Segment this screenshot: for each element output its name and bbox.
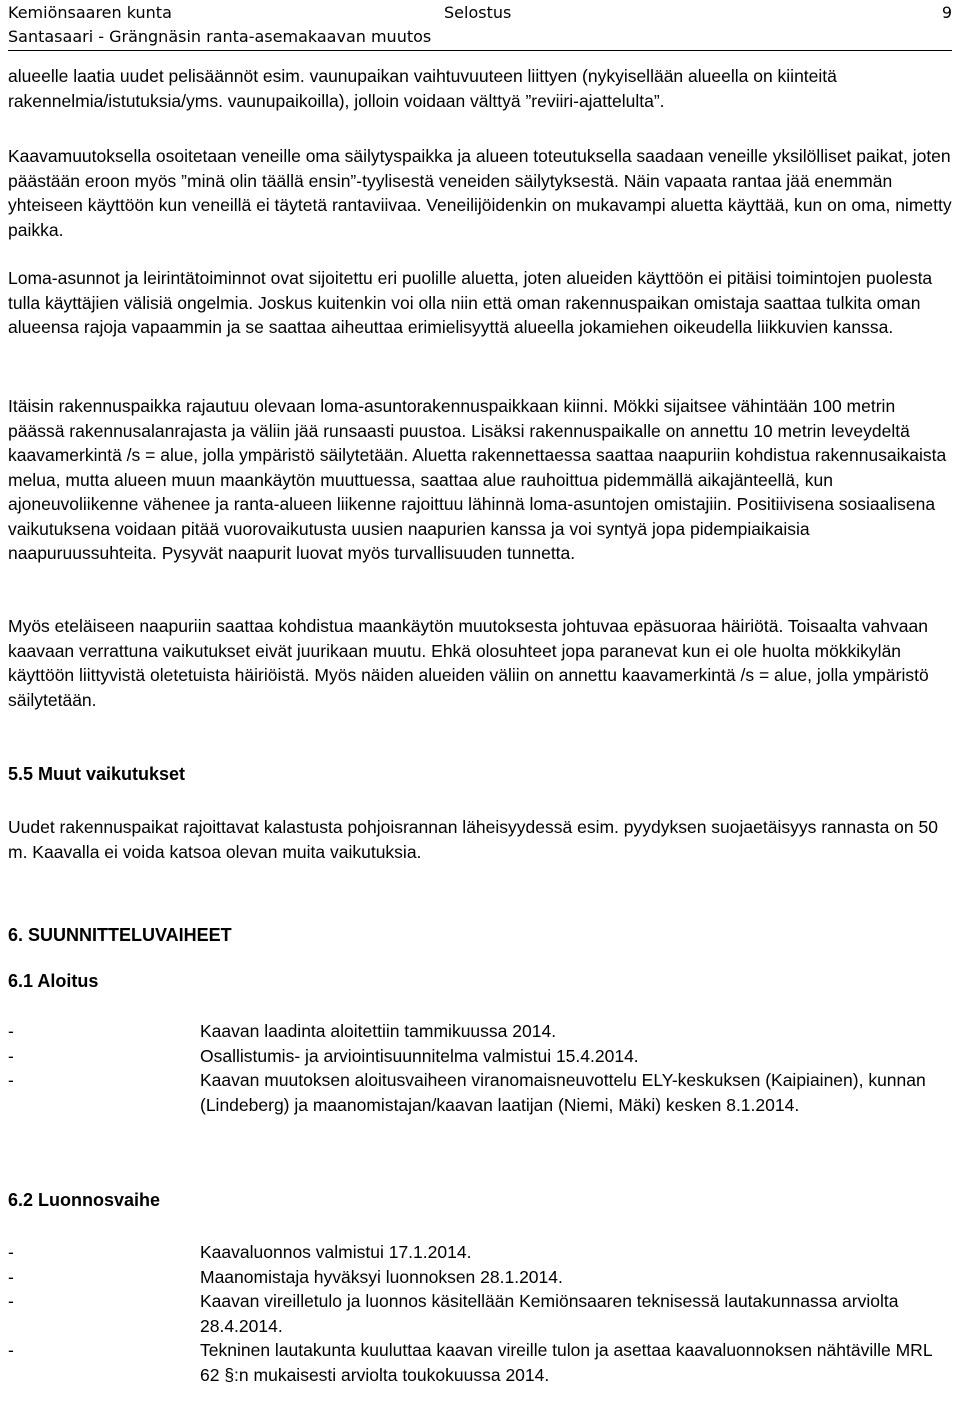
list-item-text: Kaavaluonnos valmistui 17.1.2014. <box>200 1242 472 1262</box>
list-item-text: Kaavan laadinta aloitettiin tammikuussa 2014. <box>200 1021 557 1041</box>
page-header <box>8 2 952 50</box>
list-dash: - <box>8 1070 14 1090</box>
list-item <box>8 1044 952 1069</box>
page-number: 9 <box>941 3 952 22</box>
aloitus-list <box>8 1019 952 1117</box>
section-heading: 5.5 Muut vaikutukset <box>8 764 186 784</box>
header-doc-type: Selostus <box>444 3 512 22</box>
paragraph: Loma-asunnot ja leirintätoiminnot ovat sijoitettu eri puolille aluetta, joten alueiden käyttöön ei pitäisi toimintojen puolesta tulla käyttäjien välisiä ongelmia. Joskus kuitenkin voi olla niin että oman rakennuspaikan omistaja saattaa tulkita oman alueensa rajoja vapaammin ja se saattaa aiheuttaa erimielisyyttä alueella jokamiehen oikeudella liikkuvien kanssa. <box>8 268 933 337</box>
list-item-text: Osallistumis- ja arviointisuunnitelma valmistui 15.4.2014. <box>200 1045 639 1066</box>
section-heading: 6.2 Luonnosvaihe <box>8 1190 161 1210</box>
list-dash: - <box>8 1242 14 1262</box>
chapter-heading: 6. SUUNNITTELUVAIHEET <box>8 925 232 945</box>
list-dash: - <box>8 1291 14 1311</box>
list-item <box>8 1068 952 1117</box>
paragraph: Myös eteläiseen naapuriin saattaa kohdistua maankäytön muutoksesta johtuvaa epäsuoraa häiriötä. Toisaalta vahvaan kaavaan verrattuna vaikutukset eivät juurikaan muutu. Ehkä olosuhteet jopa paranevat kun ei ole huolta mökkikylän käyttöön liittyvistä oletetuista häiriöistä. Myös näiden alueiden väliin on annettu kaavamerkintä /s = alue, jolla ympäristö säilytetään. <box>8 616 929 710</box>
header-subtitle: Santasaari - Grängnäsin ranta-asemakaavan muutos <box>8 27 432 46</box>
header-rule <box>8 50 952 51</box>
list-dash: - <box>8 1340 14 1360</box>
list-dash: - <box>8 1266 14 1287</box>
list-item-text: Maanomistaja hyväksyi luonnoksen 28.1.2014. <box>200 1266 563 1287</box>
list-item <box>8 1265 952 1290</box>
list-item-text: Kaavan vireilletulo ja luonnos käsitellään Kemiönsaaren teknisessä lautakunnassa arviolta 28.4.2014. <box>200 1291 899 1336</box>
section-heading: 6.1 Aloitus <box>8 971 99 991</box>
paragraph: alueelle laatia uudet pelisäännöt esim. vaunupaikan vaihtuvuuteen liittyen (nykyisellään alueella on kiinteitä rakennelmia/istutuksia/yms. vaunupaikoilla), jolloin voidaan välttyä ”reviiri-ajattelulta”. <box>8 66 837 111</box>
list-item <box>8 1240 952 1265</box>
luonnos-list <box>8 1240 952 1387</box>
list-item <box>8 1289 952 1338</box>
paragraph: Kaavamuutoksella osoitetaan veneille oma säilytyspaikka ja alueen toteutuksella saadaan veneille yksilölliset paikat, joten päästään eroon myös ”minä olin täällä ensin”-tyylisestä veneiden säilytyksestä. Näin vapaata rantaa jää enemmän yhteiseen käyttöön kun veneillä ei täytetä rantaviivaa. Veneilijöidenkin on mukavampi aluetta käyttää, kun on oma, nimetty paikka. <box>8 146 952 240</box>
list-item-text: Tekninen lautakunta kuuluttaa kaavan vireille tulon ja asettaa kaavaluonnoksen nähtäville MRL 62 §:n mukaisesti arviolta toukokuussa 2014. <box>200 1340 932 1385</box>
list-item-text: Kaavan muutoksen aloitusvaiheen viranomaisneuvottelu ELY-keskuksen (Kaipiainen), kunnan (Lindeberg) ja maanomistajan/kaavan laatijan (Niemi, Mäki) kesken 8.1.2014. <box>200 1070 926 1115</box>
list-item <box>8 1338 952 1387</box>
list-dash: - <box>8 1021 14 1041</box>
paragraph: Itäisin rakennuspaikka rajautuu olevaan loma-asuntorakennuspaikkaan kiinni. Mökki sijaitsee vähintään 100 metrin päässä rakennusalanrajasta ja väliin jää runsaasti puustoa. Lisäksi rakennuspaikalle on annettu 10 metrin leveydeltä kaavamerkintä /s = alue, jolla ympäristö säilytetään. Aluetta rakennettaessa saattaa naapuriin kohdistua rakennusaikaista melua, mutta alueen muun maankäytön muuttuessa, saattaa alue rauhoittua pidemmällä aikajänteellä, kun ajoneuvoliikenne vähenee ja ranta-alueen liikenne rajoittuu lähinnä loma-asuntojen omistajiin. Positiivisena sosiaalisena vaikutuksena voidaan pitää vuorovaikutusta uusien naapurien kanssa ja voi syntyä jopa pidempiaikaisia naapuruussuhteita. Pysyvät naapurit luovat myös turvallisuuden tunnetta. <box>8 396 947 563</box>
list-item <box>8 1019 952 1044</box>
list-dash: - <box>8 1045 14 1066</box>
paragraph: Uudet rakennuspaikat rajoittavat kalastusta pohjoisrannan läheisyydessä esim. pyydyksen suojaetäisyys rannasta on 50 m. Kaavalla ei voida katsoa olevan muita vaikutuksia. <box>8 817 938 862</box>
header-org: Kemiönsaaren kunta <box>8 3 172 22</box>
